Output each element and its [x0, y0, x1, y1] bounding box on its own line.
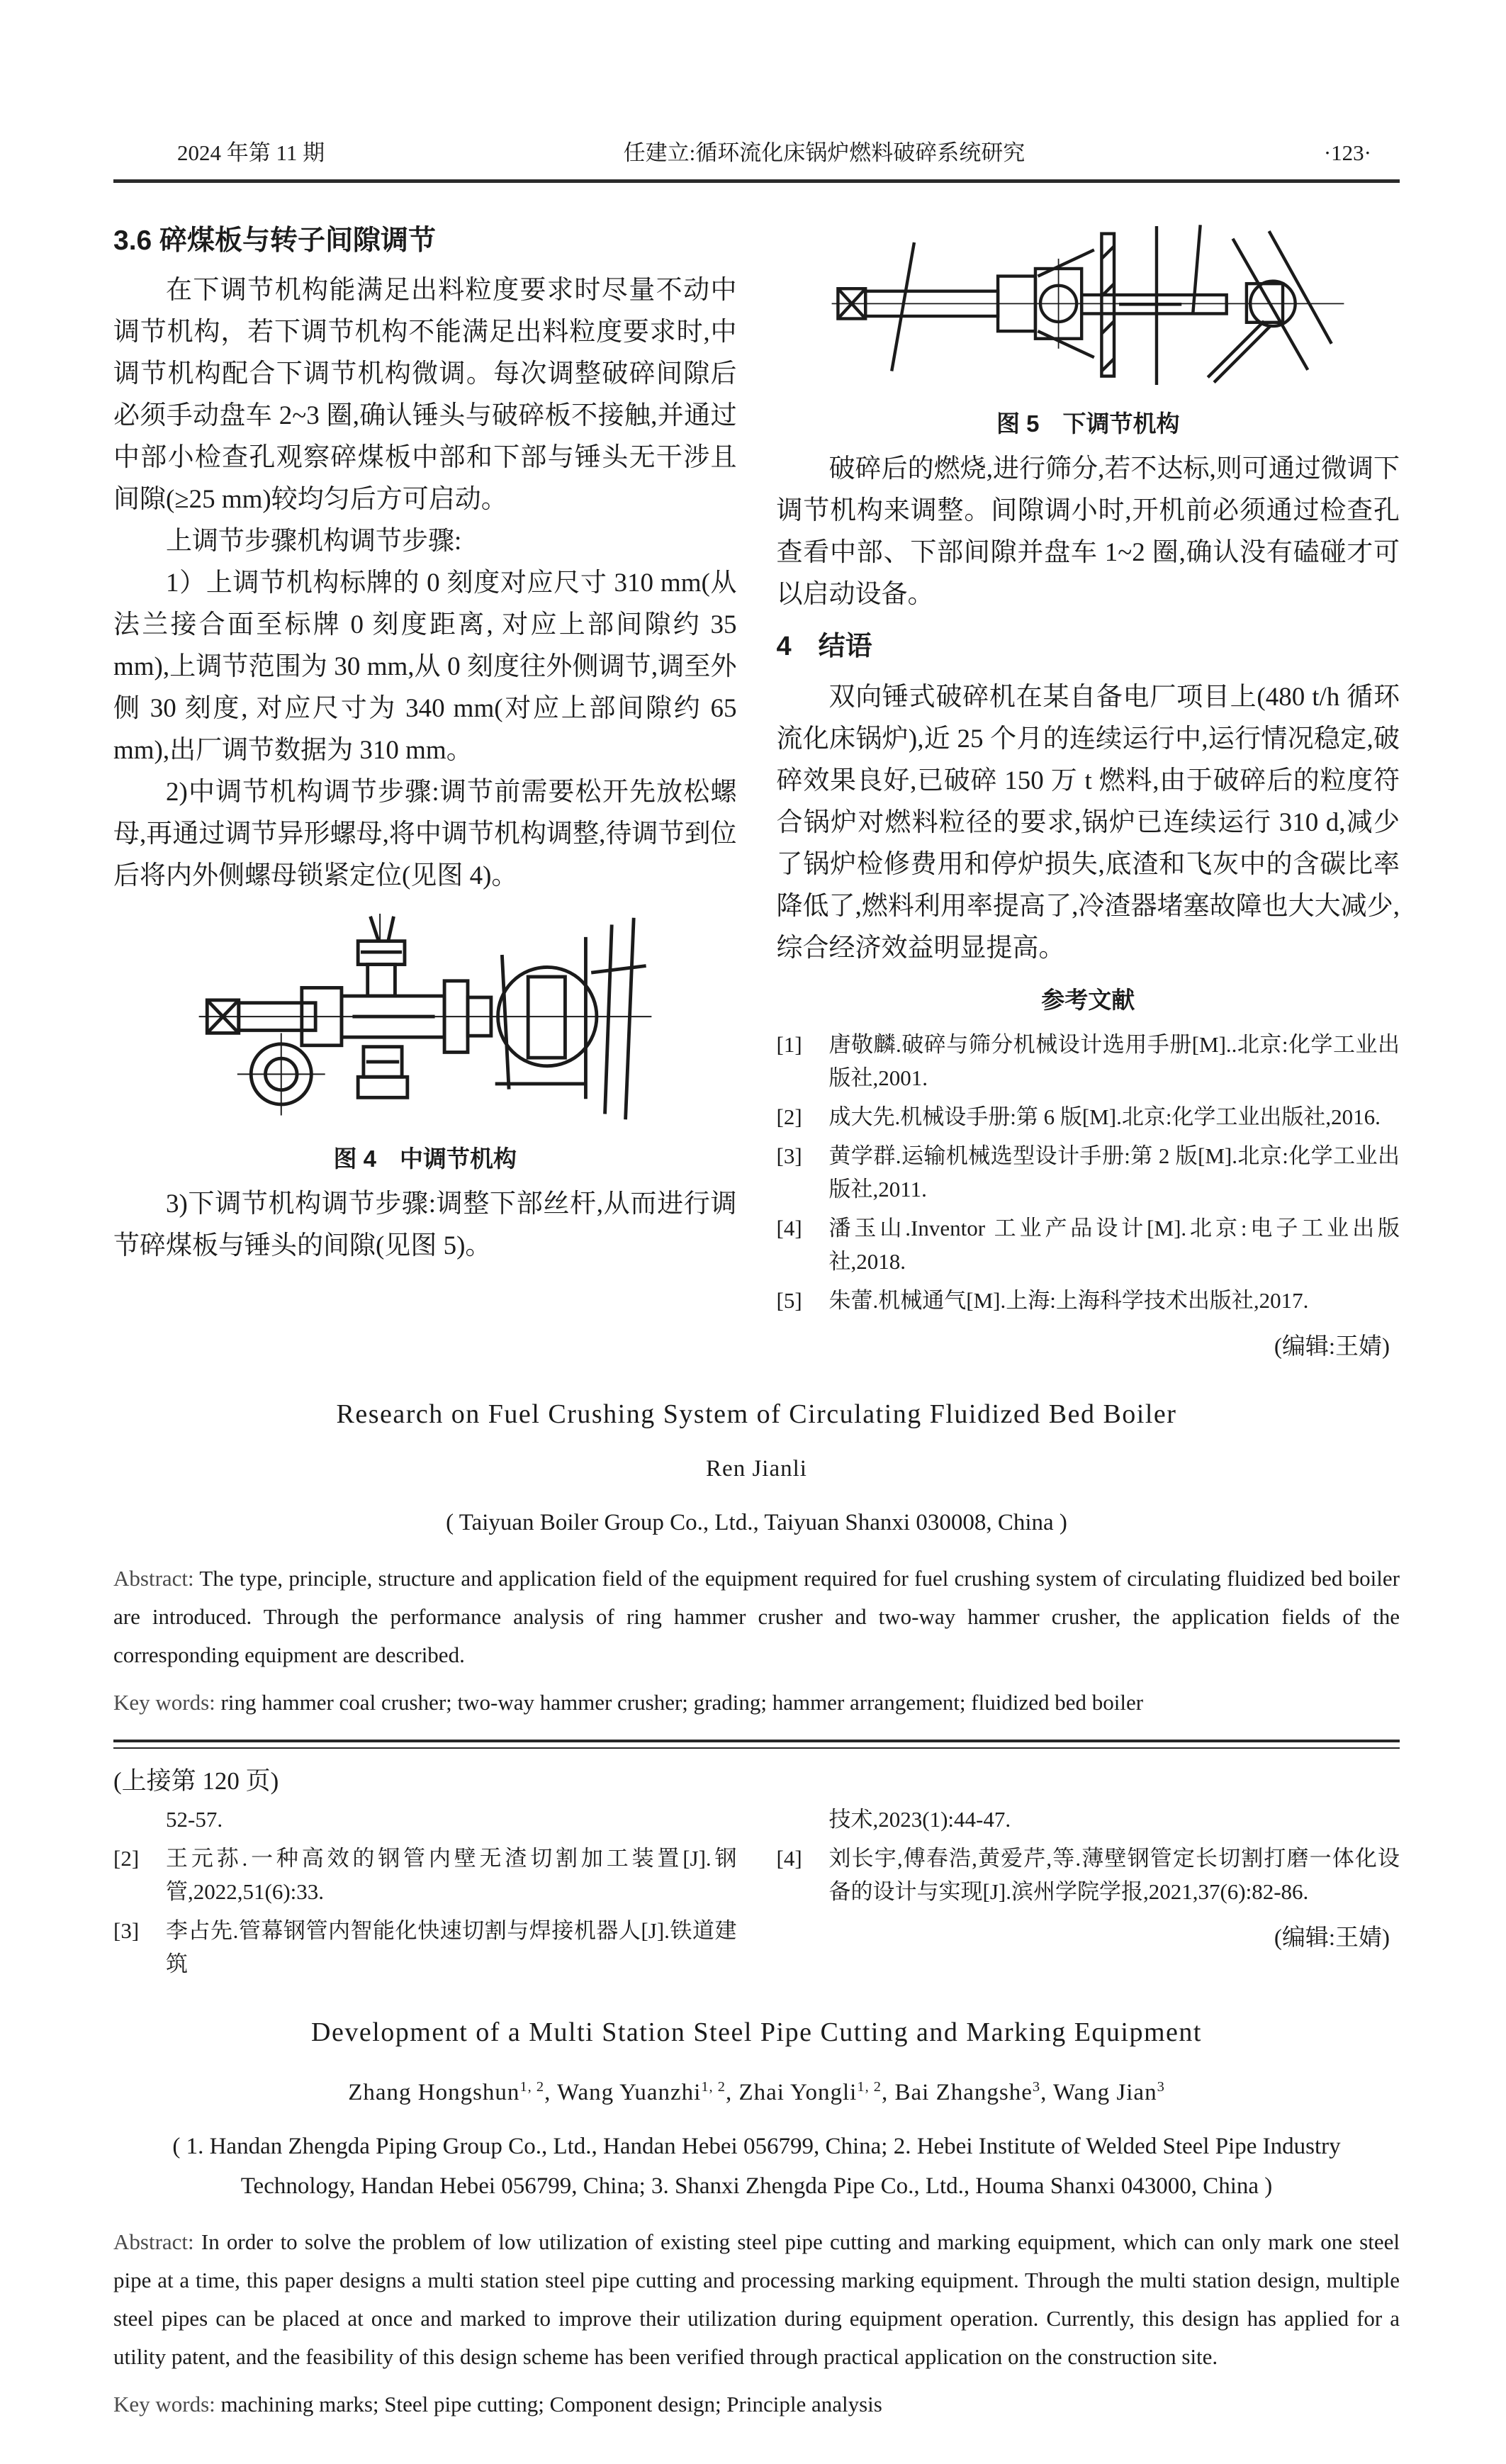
reference-text: 黄学群.运输机械选型设计手册:第 2 版[M].北京:化学工业出版社,2011.: [828, 1143, 1400, 1202]
paper2-english-block: [113, 2015, 1400, 2421]
editor-note: (编辑:王婧): [1274, 1334, 1390, 1360]
reference-label: [1]: [776, 1032, 802, 1057]
two-column-body: [113, 221, 1400, 1362]
figure5-caption: 图 5 下调节机构: [996, 410, 1180, 437]
paper1-english-block: [113, 1396, 1400, 1720]
running-title: 任建立:循环流化床锅炉燃料破碎系统研究: [623, 140, 1025, 165]
paragraph: 上调节步骤机构调节步骤:: [166, 527, 462, 556]
paragraph: 破碎后的燃烧,进行筛分,若不达标,则可通过微调下调节机构来调整。间隙调小时,开机前必须通过检查孔查看中部、下部间隙并盘车 1~2 圈,确认没有磕碰才可以启动设备。: [776, 454, 1400, 609]
reference-item: [113, 1842, 737, 1908]
reference-item: [777, 1211, 1400, 1278]
paragraph: 1）上调节机构标牌的 0 刻度对应尺寸 310 mm(从法兰接合面至标牌 0 刻度距离, 对应上部间隙约 35 mm),上调节范围为 30 mm,从 0 刻度往外侧调节,调至外侧 30 刻度, 对应尺寸为 340 mm(对应上部间隙约 65 mm),出厂调节数据为 310 mm。: [113, 569, 737, 765]
reference-label: [2]: [776, 1104, 802, 1129]
author: Zhai Yongli$^{1, 2}$,: [738, 2079, 895, 2105]
page-header: [113, 135, 1400, 167]
reference-text: 王元荪.一种高效的钢管内壁无渣切割加工装置[J].钢管,2022,51(6):33.: [166, 1846, 737, 1904]
references-heading: 参考文献: [1041, 987, 1135, 1013]
abstract-label: Abstract:: [113, 1566, 194, 1591]
section-heading-3-6: 3.6 碎煤板与转子间隙调节: [113, 225, 437, 256]
paper2-en-abstract: [113, 2223, 1400, 2376]
carryover-text: 技术,2023(1):44-47.: [828, 1807, 1011, 1832]
abstract-text: In order to solve the problem of low utilization of existing steel pipe cutting and marking equipment, which can only mark one steel pipe at a time, this paper designs a multi station steel pipe cutting and processing marking equipment. Through the multi station design, multiple steel pipes can be placed at once and marked to improve their utilization during equipment operation. Currently, this design has applied for a utility patent, and the feasibility of this design scheme has been verified through practical application on the construction site.: [113, 2229, 1400, 2369]
editor-note: (编辑:王婧): [1274, 1925, 1390, 1951]
abstract-text: The type, principle, structure and application field of the equipment required for fuel crushing system of circulating fluidized bed boiler are introduced. Through the performance analysis of ring hammer crusher and two-way hammer crusher, the application fields of the corresponding equipment are described.: [113, 1566, 1400, 1667]
figure-4: [113, 912, 737, 1175]
author-affil-sup: 1, 2: [857, 2079, 882, 2095]
reference-text: 李占先.管幕钢管内智能化快速切割与焊接机器人[J].铁道建筑: [166, 1918, 737, 1976]
reference-label: [2]: [113, 1846, 140, 1871]
continuation-columns: [113, 1803, 1400, 1981]
paper1-en-affiliation: ( Taiyuan Boiler Group Co., Ltd., Taiyuan Shanxi 030008, China ): [446, 1510, 1067, 1535]
author-separator: ,: [544, 2080, 557, 2105]
paragraph: 在下调节机构能满足出料粒度要求时尽量不动中调节机构，若下调节机构不能满足出料粒度要求时,中调节机构配合下调节机构微调。每次调整破碎间隙后必须手动盘车 2~3 圈,确认锤头与破碎板不接触,并通过中部小检查孔观察碎煤板中部和下部与锤头无干涉且间隙(≥25 mm)较均匀后方可启动。: [113, 276, 737, 514]
paper2-en-keywords: [113, 2387, 1400, 2421]
author-separator: ,: [882, 2080, 895, 2105]
reference-item: [777, 1139, 1400, 1206]
author-affil-sup: 1, 2: [519, 2079, 545, 2095]
conclusion-heading: 4 结语: [776, 632, 872, 661]
paper2-en-title: Development of a Multi Station Steel Pipe Cutting and Marking Equipment: [311, 2017, 1202, 2047]
paragraph: 双向锤式破碎机在某自备电厂项目上(480 t/h 循环流化床锅炉),近 25 个月的连续运行中,运行情况稳定,破碎效果良好,已破碎 150 万 t 燃料,由于破碎后的粒度符合锅炉对燃料粒径的要求,锅炉已连续运行 310 d,减少了锅炉检修费用和停炉损失,底渣和飞灰中的含碳比率降低了,燃料利用率提高了,冷渣器堵塞故障也大大减少,综合经济效益明显提高。: [776, 683, 1400, 963]
figure4-mechanism-drawing: [198, 912, 652, 1125]
keywords-label: Key words:: [113, 1690, 215, 1715]
figure5-mechanism-drawing: [804, 221, 1371, 390]
figure4-caption: 图 4 中调节机构: [333, 1146, 517, 1172]
continued-from-note: (上接第 120 页): [113, 1767, 279, 1795]
reference-item: [777, 1284, 1400, 1317]
author-separator: ,: [1040, 2080, 1054, 2105]
reference-text: 成大先.机械设手册:第 6 版[M].北京:化学工业出版社,2016.: [828, 1104, 1381, 1129]
author: Bai Zhangshe$^3$,: [894, 2079, 1054, 2105]
issue-label: 2024 年第 11 期: [177, 140, 325, 165]
keywords-text: ring hammer coal crusher; two-way hammer crusher; grading; hammer arrangement; fluidized bed boiler: [220, 1690, 1144, 1715]
left-column: [113, 221, 737, 1362]
reference-item: [777, 1842, 1400, 1908]
paragraph: 3)下调节机构调节步骤:调整下部丝杆,从而进行调节碎煤板与锤头的间隙(见图 5)。: [113, 1189, 737, 1260]
reference-label: [3]: [776, 1143, 802, 1168]
carryover-text: 52-57.: [166, 1807, 223, 1832]
header-rule: [113, 179, 1400, 183]
reference-item: [113, 1914, 737, 1981]
reference-text: 唐敬麟.破碎与筛分机械设计选用手册[M]..北京:化学工业出版社,2001.: [828, 1032, 1400, 1090]
continuation-right-column: [777, 1803, 1400, 1981]
continuation-left-column: [113, 1803, 737, 1981]
reference-text: 朱蕾.机械通气[M].上海:上海科学技术出版社,2017.: [828, 1288, 1309, 1313]
author: Wang Jian$^3$: [1053, 2079, 1165, 2105]
right-column: [777, 221, 1400, 1362]
reference-label: [4]: [776, 1846, 802, 1871]
author-affil-sup: 3: [1032, 2079, 1041, 2095]
reference-item: [777, 1028, 1400, 1094]
paper1-en-title: Research on Fuel Crushing System of Circulating Fluidized Bed Boiler: [336, 1399, 1177, 1429]
keywords-label: Key words:: [113, 2392, 215, 2417]
author: Zhang Hongshun$^{1, 2}$,: [348, 2079, 557, 2105]
reference-item: [777, 1100, 1400, 1133]
author-separator: ,: [725, 2080, 739, 2105]
paper2-en-authors: [113, 2071, 1400, 2108]
paper2-en-affiliation: ( 1. Handan Zhengda Piping Group Co., Ltd., Handan Hebei 056799, China; 2. Hebei Institute of Welded Steel Pipe Industry Technology, Handan Hebei 056799, China; 3. Shanxi Zhengda Pipe Co., Ltd., Houma Shanxi 043000, China ): [172, 2134, 1341, 2199]
section-separator-rule: [113, 1740, 1400, 1749]
paper1-en-keywords: [113, 1686, 1400, 1720]
reference-label: [4]: [776, 1216, 802, 1241]
page-number: ·123·: [1323, 140, 1371, 165]
keywords-text: machining marks; Steel pipe cutting; Component design; Principle analysis: [220, 2392, 882, 2417]
author: Wang Yuanzhi$^{1, 2}$,: [557, 2079, 739, 2105]
author-affil-sup: 1, 2: [701, 2079, 726, 2095]
paragraph: 2)中调节机构调节步骤:调节前需要松开先放松螺母,再通过调节异形螺母,将中调节机构调整,待调节到位后将内外侧螺母锁紧定位(见图 4)。: [113, 778, 737, 890]
paper1-en-abstract: [113, 1559, 1400, 1674]
reference-text: 刘长宇,傅春浩,黄爱芹,等.薄壁钢管定长切割打磨一体化设备的设计与实现[J].滨州学院学报,2021,37(6):82-86.: [828, 1846, 1400, 1904]
figure-5: [777, 221, 1400, 439]
reference-label: [5]: [776, 1288, 802, 1313]
continuation-section: [113, 1763, 1400, 1981]
abstract-label: Abstract:: [113, 2229, 194, 2254]
paper1-en-author: Ren Jianli: [706, 1456, 807, 1482]
reference-label: [3]: [113, 1918, 140, 1943]
reference-text: 潘玉山.Inventor 工业产品设计[M].北京:电子工业出版社,2018.: [828, 1216, 1400, 1274]
author-affil-sup: 3: [1157, 2079, 1165, 2095]
